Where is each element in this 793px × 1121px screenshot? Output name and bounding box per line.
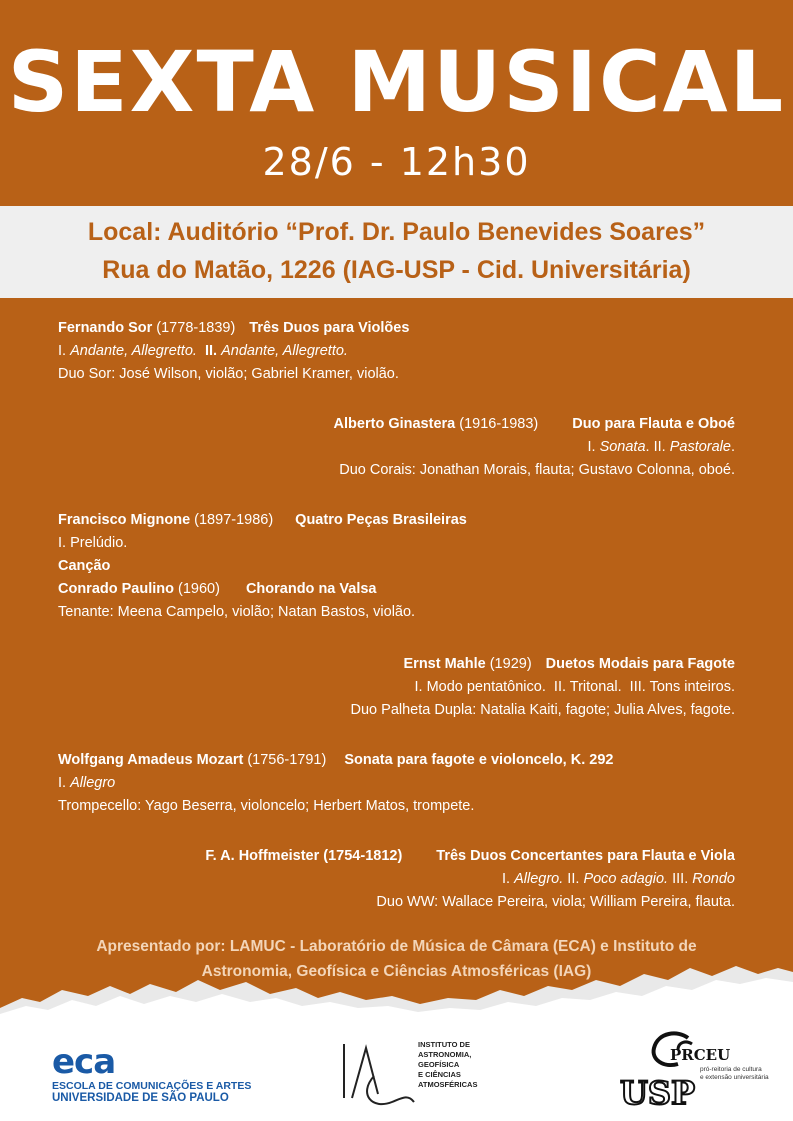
work-title: Quatro Peças Brasileiras — [295, 512, 467, 528]
movement-title: Andante, Allegretto. — [221, 343, 348, 359]
performers: Tenante: Meena Campelo, violão; Natan Bastos, violão. — [58, 604, 416, 620]
venue-band — [0, 206, 793, 298]
work-title: Duetos Modais para Fagote — [545, 656, 735, 672]
composer-dates: (1916-1983) — [455, 416, 539, 432]
movement-number: II. — [204, 343, 222, 359]
movement-number: III. — [668, 871, 693, 887]
movement-number: II. — [563, 871, 584, 887]
performers: Duo Palheta Dupla: Natalia Kaiti, fagote; Julia Alves, fagote. — [350, 702, 735, 718]
presented-by — [60, 934, 733, 984]
prceu-subtitle: pró-reitoria de cultura e extensão universitária — [700, 1066, 769, 1081]
program-item-mozart — [58, 749, 735, 818]
movement-title: Sonata — [599, 439, 646, 455]
svg-text:USP: USP — [620, 1074, 696, 1110]
composer-dates: (1929) — [485, 656, 532, 672]
eca-wordmark: eca — [52, 1042, 116, 1082]
prceu-wordmark: PRCEU — [670, 1046, 731, 1064]
event-datetime: 28/6 - 12h30 — [262, 140, 531, 184]
work-title: Três Duos para Violões — [249, 320, 410, 336]
movement-title: Pastorale — [669, 439, 731, 455]
iag-logo — [338, 1036, 498, 1112]
eca-school-name: ESCOLA DE COMUNICAÇÕES E ARTES — [52, 1080, 252, 1092]
movement-extra: Canção — [58, 558, 111, 574]
composer-dates: (1960) — [174, 581, 220, 597]
program-item-hoffmeister — [58, 845, 735, 914]
program-item-mahle — [58, 653, 735, 722]
work-title: Três Duos Concertantes para Flauta e Viola — [436, 848, 735, 864]
presented-by-line1: Apresentado por: LAMUC - Laboratório de Música de Câmara (ECA) e Instituto de — [96, 938, 697, 955]
program-item-mignone-paulino — [58, 509, 735, 624]
presented-by-line2: Astronomia, Geofísica e Ciências Atmosféricas (IAG) — [201, 963, 592, 980]
venue-address: Rua do Matão, 1226 (IAG-USP - Cid. Universitária) — [102, 256, 691, 284]
performers: Duo WW: Wallace Pereira, viola; William Pereira, flauta. — [376, 894, 735, 910]
work-title: Sonata para fagote e violoncelo, K. 292 — [344, 752, 614, 768]
work-title: Chorando na Valsa — [245, 581, 377, 597]
performers: Duo Sor: José Wilson, violão; Gabriel Kramer, violão. — [58, 366, 399, 382]
movement-title: Allegro — [70, 775, 116, 791]
composer-name: Fernando Sor — [58, 320, 153, 336]
composer-dates: (1897-1986) — [190, 512, 274, 528]
punctuation: . — [730, 439, 735, 455]
composer-name: Alberto Ginastera — [333, 416, 456, 432]
event-title: SEXTA MUSICAL — [7, 33, 786, 131]
composer-name: Ernst Mahle — [403, 656, 486, 672]
movement-title: Poco adagio. — [583, 871, 669, 887]
program-item-sor — [58, 317, 735, 386]
movements: I. Modo pentatônico. II. Tritonal. III. Tons inteiros. — [414, 679, 735, 695]
iag-institute-name: INSTITUTO DE ASTRONOMIA, GEOFÍSICA E CIÊNCIAS ATMOSFÉRICAS — [418, 1040, 478, 1089]
performers: Trompecello: Yago Beserra, violoncelo; Herbert Matos, trompete. — [58, 798, 475, 814]
movement-number: I. — [58, 775, 71, 791]
movement-title: Andante, Allegretto. — [70, 343, 197, 359]
movement-number: . II. — [645, 439, 670, 455]
eca-university-name: UNIVERSIDADE DE SÃO PAULO — [52, 1092, 229, 1104]
movement-title: Rondo — [692, 871, 735, 887]
iag-monogram-icon — [338, 1036, 418, 1112]
composer-dates: (1756-1791) — [243, 752, 327, 768]
program-item-ginastera — [58, 413, 735, 482]
composer-name: Wolfgang Amadeus Mozart — [58, 752, 244, 768]
composer-name: Conrado Paulino — [58, 581, 174, 597]
composer-name: Francisco Mignone — [58, 512, 191, 528]
movement-number: I. — [58, 343, 71, 359]
composer-name: F. A. Hoffmeister (1754-1812) — [205, 848, 403, 864]
movement-number: I. — [502, 871, 515, 887]
prceu-usp-logo — [618, 1030, 778, 1110]
eca-logo — [52, 1042, 252, 1106]
movement-number: I. — [587, 439, 600, 455]
work-title: Duo para Flauta e Oboé — [572, 416, 735, 432]
movement-title: Allegro. — [514, 871, 564, 887]
movement: I. Prelúdio. — [58, 535, 128, 551]
usp-wordmark-icon — [618, 1074, 698, 1110]
performers: Duo Corais: Jonathan Morais, flauta; Gustavo Colonna, oboé. — [339, 462, 735, 478]
venue-name: Local: Auditório “Prof. Dr. Paulo Benevides Soares” — [87, 218, 706, 246]
composer-dates: (1778-1839) — [152, 320, 236, 336]
